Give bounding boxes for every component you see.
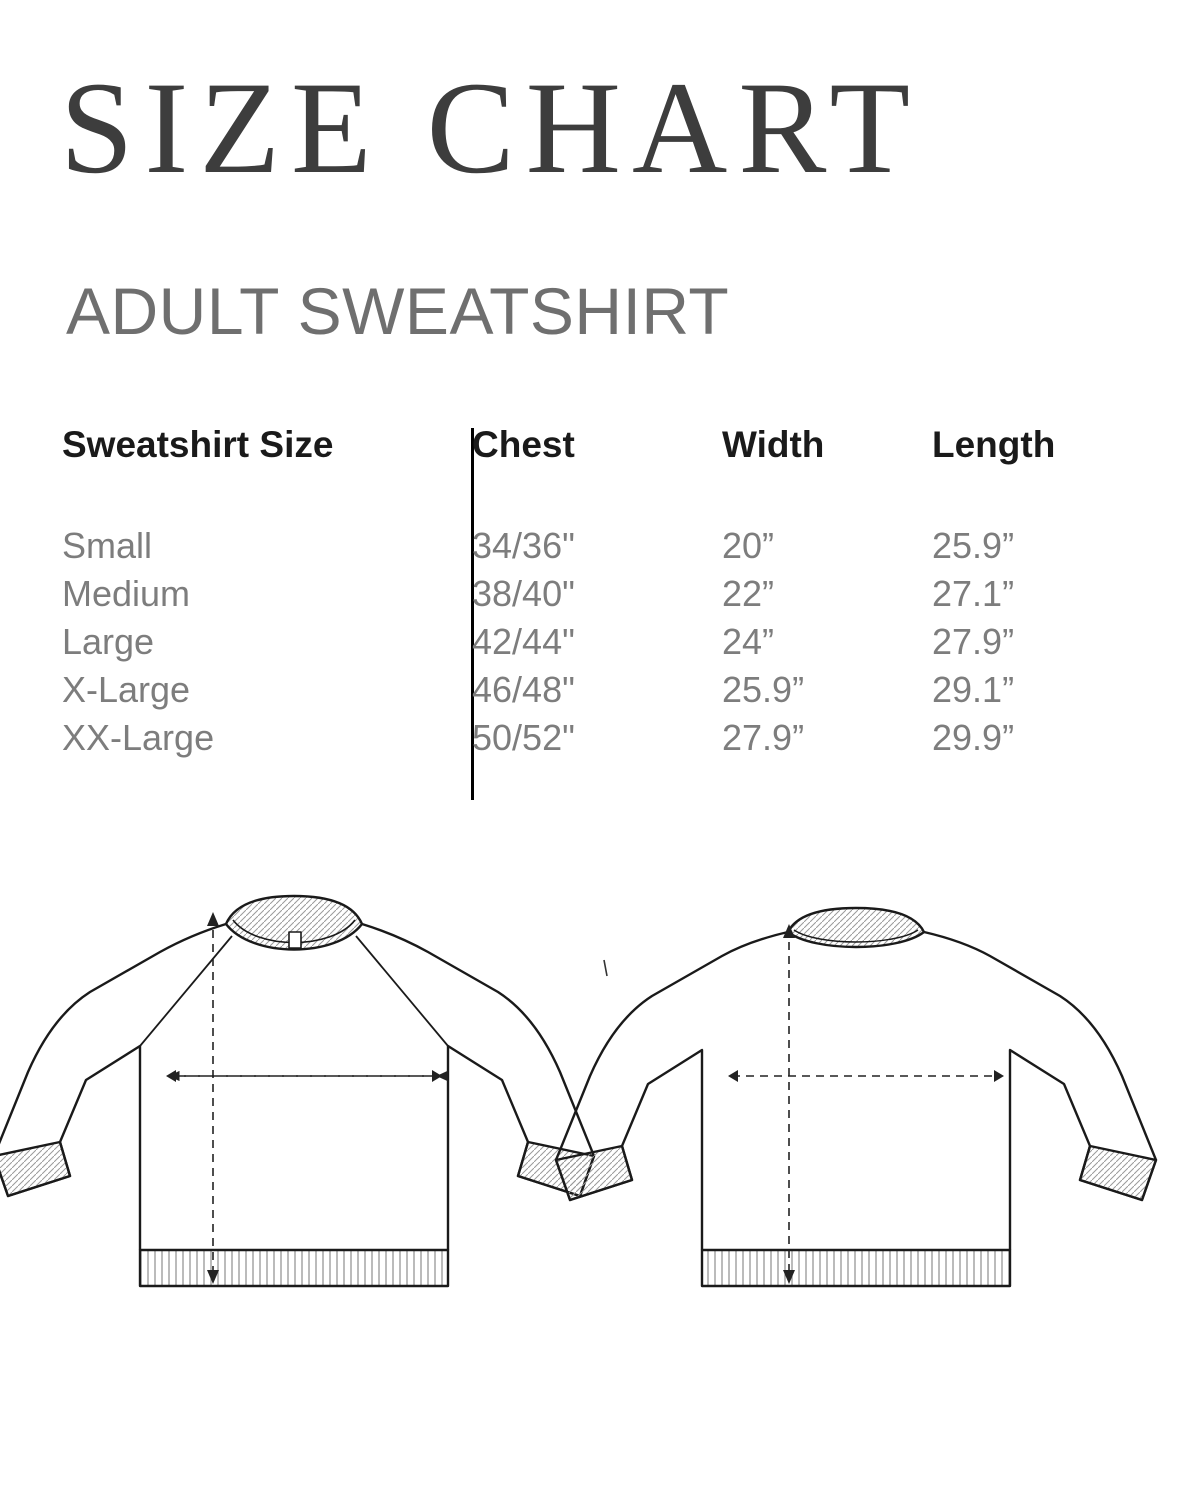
cell-width: 27.9” bbox=[722, 717, 805, 758]
page-subtitle: ADULT SWEATSHIRT bbox=[66, 274, 730, 348]
cell-length: 29.9” bbox=[932, 717, 1015, 758]
cell-chest: 42/44" bbox=[472, 621, 575, 662]
stray-mark bbox=[604, 960, 607, 976]
cell-chest: 34/36" bbox=[472, 525, 575, 566]
cell-length: 25.9” bbox=[932, 525, 1015, 566]
size-table-wrapper bbox=[62, 424, 1152, 762]
cell-width: 22” bbox=[722, 573, 775, 614]
cell-size: XX-Large bbox=[62, 717, 215, 758]
cell-size: X-Large bbox=[62, 669, 191, 710]
cell-length: 27.9” bbox=[932, 621, 1015, 662]
table-header-row bbox=[62, 424, 1152, 476]
cell-length: 27.1” bbox=[932, 573, 1015, 614]
cell-chest: 38/40" bbox=[472, 573, 575, 614]
cell-size: Large bbox=[62, 621, 155, 662]
table-row bbox=[62, 714, 1152, 762]
cell-width: 20” bbox=[722, 525, 775, 566]
length-measurement-arrow bbox=[207, 912, 219, 1284]
cell-size: Medium bbox=[62, 573, 191, 614]
cell-chest: 46/48" bbox=[472, 669, 575, 710]
cell-width: 25.9” bbox=[722, 669, 805, 710]
length-measurement-arrow-back bbox=[783, 924, 795, 1284]
page-title: SIZE CHART bbox=[60, 54, 922, 201]
header-sweatshirt-size: Sweatshirt Size bbox=[62, 424, 334, 465]
cell-length: 29.1” bbox=[932, 669, 1015, 710]
cell-size: Small bbox=[62, 525, 153, 566]
sweatshirt-illustrations bbox=[0, 880, 1200, 1440]
header-length: Length bbox=[932, 424, 1056, 465]
width-measurement-arrow bbox=[166, 1070, 442, 1082]
width-measurement-arrow-back bbox=[728, 1070, 1004, 1082]
table-spacer-row bbox=[62, 476, 1152, 522]
size-chart-table bbox=[62, 424, 1152, 762]
sweatshirt-front-view bbox=[0, 896, 594, 1286]
table-row bbox=[62, 666, 1152, 714]
header-width: Width bbox=[722, 424, 825, 465]
table-row bbox=[62, 618, 1152, 666]
table-row bbox=[62, 522, 1152, 570]
table-row bbox=[62, 570, 1152, 618]
cell-width: 24” bbox=[722, 621, 775, 662]
header-chest: Chest bbox=[472, 424, 575, 465]
cell-chest: 50/52" bbox=[472, 717, 575, 758]
sweatshirt-back-view bbox=[556, 908, 1156, 1286]
